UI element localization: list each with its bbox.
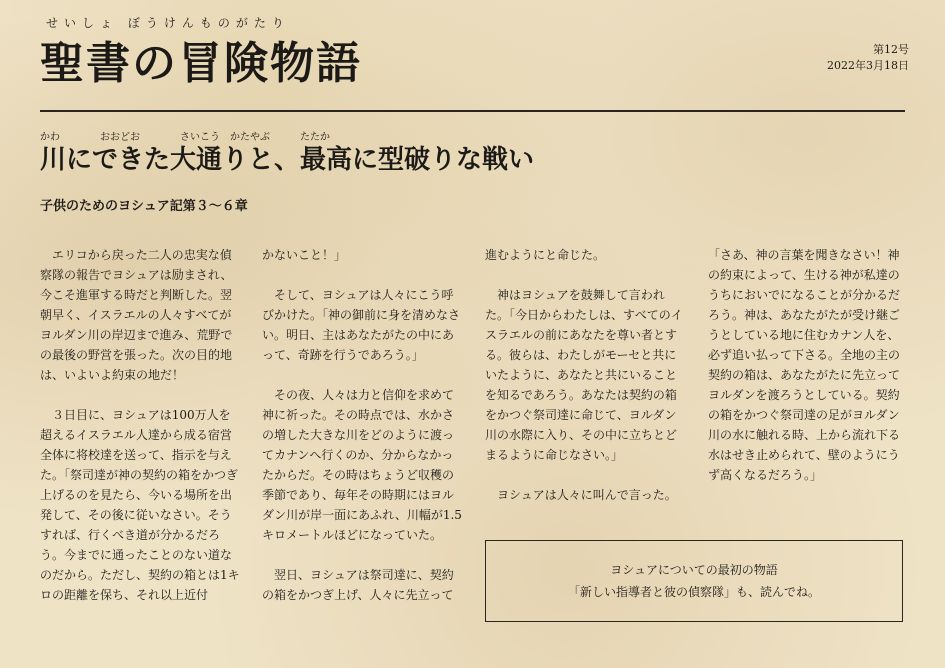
paragraph: エリコから戻った二人の忠実な偵察隊の報告でヨシュアは励まされ、今こそ進軍する時だと判断した。翌朝早く、イスラエルの人々すべてがヨルダン川の岸辺まで進み、荒野での最後の野営を張った。次の目的地は、いよいよ約束の地だ！ xyxy=(40,248,233,382)
paragraph: ヨシュアは人々に叫んで言った。 xyxy=(485,488,677,502)
related-story-box xyxy=(485,540,903,622)
paragraph: 翌日、ヨシュアは祭司達に、契約の箱をかつぎ上げ、人々に先立って xyxy=(262,568,454,602)
article-column-1 xyxy=(40,245,240,625)
article-column-3 xyxy=(485,245,685,525)
article-column-4 xyxy=(708,245,908,505)
masthead-ruby: せいしょ ぼうけんものがたり xyxy=(46,16,290,30)
issue-date: 2022年3月18日 xyxy=(827,59,909,72)
header-divider xyxy=(40,110,905,112)
issue-number: 第12号 xyxy=(873,43,909,56)
article-subtitle: 子供のためのヨシュア記第３～６章 xyxy=(40,199,248,214)
related-story-title: ヨシュアについての最初の物語 xyxy=(610,563,778,577)
article-headline: 川にできた大通りと、最高に型破りな戦い xyxy=(40,145,535,175)
issue-info xyxy=(827,42,909,74)
paragraph: そして、ヨシュアは人々にこう呼びかけた。「神の御前に身を清めなさい。明日、主はあなたがたの中にあって、奇跡を行うであろう。」 xyxy=(262,288,461,362)
paragraph: 進むようにと命じた。 xyxy=(485,248,606,262)
paragraph: 「さあ、神の言葉を聞きなさい！神の約束によって、生ける神が私達のうちにおいでになることが分かるだろう。神は、あなたがたが受け継ごうとしている地に住むカナン人を、必ず追い払って下さる。全地の主の契約の箱は、あなたがたに先立ってヨルダンを渡ろうとしている。契約の箱をかつぐ祭司達の足がヨルダン川の水に触れる時、上から流れ下る水はせき止められて、壁のようにうず高くなるだろう。」 xyxy=(708,248,901,482)
related-story-note: 「新しい指導者と彼の偵察隊」も、読んでね。 xyxy=(567,585,820,599)
paragraph: 神はヨシュアを鼓舞して言われた。「今日からわたしは、すべてのイスラエルの前にあなたを尊い者とする。彼らは、わたしがモーセと共にいたように、あなたと共にいることを知るであろう。あなたは契約の箱をかつぐ祭司達に命じて、ヨルダン川の水際に入り、その中に立ちとどまるように命じなさい。」 xyxy=(485,288,683,462)
masthead-title: 聖書の冒険物語 xyxy=(40,38,362,89)
headline-ruby: かわ おおどお さいこう かたやぶ たたか xyxy=(40,132,330,143)
article-column-2 xyxy=(262,245,462,625)
paragraph: ３日目に、ヨシュアは100万人を超えるイスラエル人達から成る宿営全体に将校達を送って、指示を与えた。「祭司達が神の契約の箱をかつぎ上げるのを見たら、今いる場所を出発して、その後に従いなさい。そうすれば、行くべき道が分かるだろう。今までに通ったことのない道なのだから。ただし、契約の箱とは1キロの距離を保ち、それ以上近付 xyxy=(40,408,240,602)
paragraph: かないこと！」 xyxy=(262,248,347,262)
paragraph: その夜、人々は力と信仰を求めて神に祈った。その時点では、水かさの増した大きな川をどのように渡ってカナンへ行くのか、分からなかったからだ。その時はちょうど収穫の季節であり、毎年その時期にはヨルダン川が岸一面にあふれ、川幅が1.5キロメートルほどになっていた。 xyxy=(262,388,462,542)
